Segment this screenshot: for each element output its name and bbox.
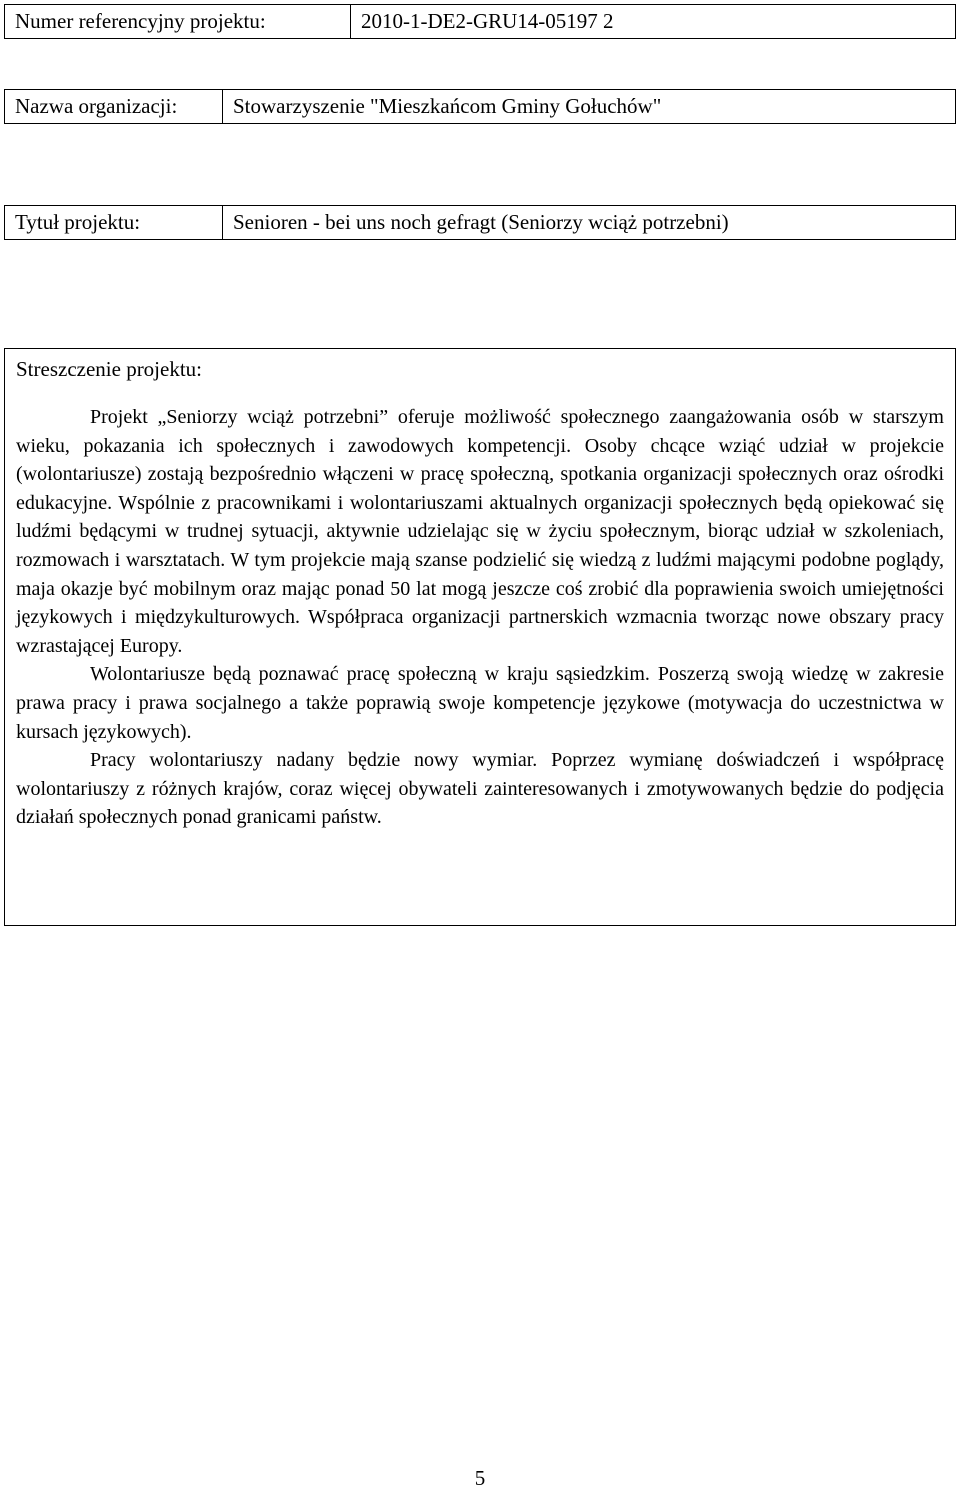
summary-paragraph-1: Projekt „Seniorzy wciąż potrzebni” oferuje możliwość społecznego zaangażowania osób w starszym wieku, pokazania ich społecznych i zawodowych kompetencji. Osoby chcące wziąć udział w projekcie (wolontariusze) zostają bezpośrednio włączeni w pracę społeczną, spotkania organizacji społecznych oraz ośrodki edukacyjne. Wspólnie z pracownikami i wolontariuszami aktualnych organizacji społecznych będą opiekować się ludźmi będącymi w trudnej sytuacji, aktywnie udzielając się w życiu społecznym, biorąc udział w szkoleniach, rozmowach i warsztatach. W tym projekcie mają szanse podzielić się wiedzą z ludźmi mającymi podobne poglądy, maja okazje być mobilnym oraz mając ponad 50 lat mogą jeszcze coś zrobić dla poprawienia swoich umiejętności językowych i międzykulturowych. Współpraca organizacji partnerskich wzmacnia tworząc nowe obszary pracy wzrastającej Europy.	[16, 406, 944, 657]
project-summary-box	[4, 348, 956, 926]
organization-name-label: Nazwa organizacji:	[5, 90, 223, 124]
project-title-row	[4, 205, 956, 240]
project-title-value: Senioren - bei uns noch gefragt (Seniorzy wciąż potrzebni)	[223, 206, 956, 240]
page-number: 5	[474, 1466, 486, 1490]
organization-name-value: Stowarzyszenie "Mieszkańcom Gminy Gołuchów"	[223, 90, 956, 124]
project-title-label: Tytuł projektu:	[5, 206, 223, 240]
project-summary-label: Streszczenie projektu:	[16, 357, 203, 381]
project-summary-text	[16, 403, 944, 832]
reference-number-row	[4, 4, 956, 39]
organization-name-row	[4, 89, 956, 124]
summary-paragraph-3: Pracy wolontariuszy nadany będzie nowy wymiar. Poprzez wymianę doświadczeń i współpracę wolontariuszy z różnych krajów, coraz więcej obywateli zainteresowanych i zmotywowanych będzie do podjęcia działań społecznych ponad granicami państw.	[16, 749, 944, 829]
summary-paragraph-2: Wolontariusze będą poznawać pracę społeczną w kraju sąsiedzkim. Poszerzą swoją wiedzę w zakresie prawa pracy i prawa socjalnego a także poprawią swoje kompetencje językowe (motywacja do uczestnictwa w kursach językowych).	[16, 663, 944, 743]
reference-number-value: 2010-1-DE2-GRU14-05197 2	[351, 5, 956, 39]
reference-number-label: Numer referencyjny projektu:	[5, 5, 351, 39]
